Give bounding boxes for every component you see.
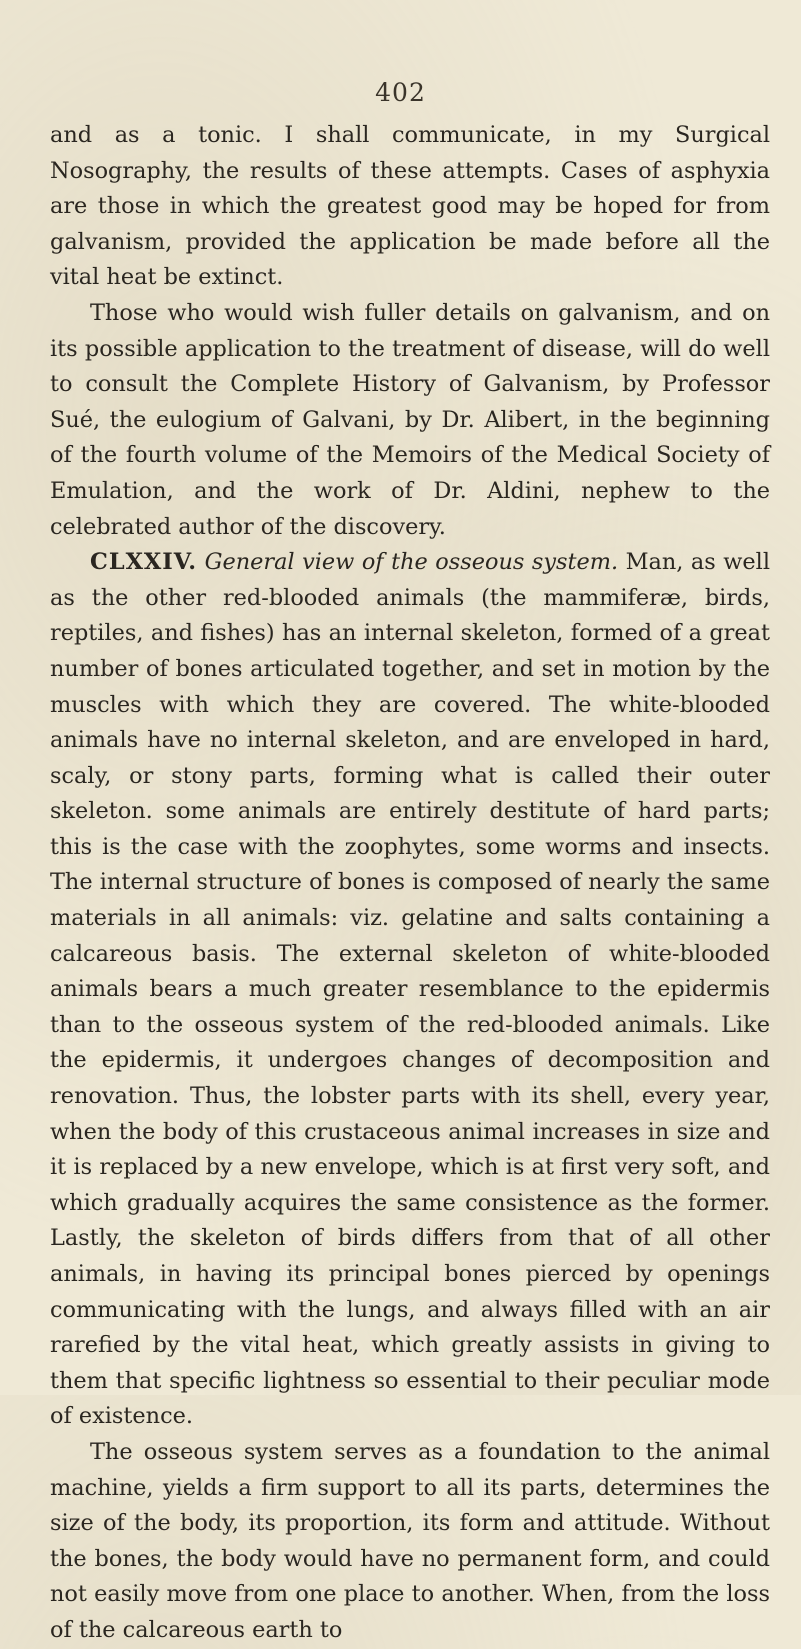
body-text <box>50 118 770 1649</box>
paragraph-galvanism-tonic: and as a tonic. I shall communicate, in my Surgical Nosography, the results of these attempts. Cases of asphyxia are those in which the greatest good may be hoped for from galvanism, provided the application be made before all the vital heat be extinct. <box>50 122 770 291</box>
section-body: Man, as well as the other red-blooded animals (the mammiferæ, birds, reptiles, and fishes) has an internal skeleton, formed of a great number of bones articulated together, and set in motion by the muscles with which they are covered. The white-blooded animals have no internal skeleton, and are enveloped in hard, scaly, or stony parts, forming what is called their outer skeleton. some animals are entirely destitute of hard parts; this is the case with the zoophytes, some worms and insects. The internal structure of bones is composed of nearly the same materials in all animals: viz. gelatine and salts containing a calcareous basis. The external skeleton of white-blooded animals bears a much greater resemblance to the epidermis than to the osseous system of the red-blooded animals. Like the epidermis, it undergoes changes of decomposition and renovation. Thus, the lobster parts with its shell, every year, when the body of this crustaceous animal increases in size and it is replaced by a new envelope, which is at first very soft, and which gradually acquires the same consistence as the former. Lastly, the skeleton of birds differs from that of all other animals, in having its principal bones pierced by openings communicating with the lungs, and always filled with an air rarefied by the vital heat, which greatly assists in giving to them that specific lightness so essential to their peculiar mode of existence. <box>50 549 771 1430</box>
paragraph-galvanism-references: Those who would wish fuller details on galvanism, and on its possible application to the treatment of disease, will do well to consult the Complete History of Galvanism, by Professor Sué, the eulogium of Galvani, by Dr. Alibert, in the beginning of the fourth volume of the Memoirs of the Medical Society of Emulation, and the work of Dr. Aldini, nephew to the celebrated author of the discovery. <box>50 299 770 540</box>
section-number: CLXXIV. <box>90 549 198 576</box>
section-heading: General view of the osseous system. <box>204 549 619 576</box>
page-number: 402 <box>375 78 426 107</box>
paragraph-osseous-system-overview <box>50 545 770 1435</box>
paragraph-osseous-system-function: The osseous system serves as a foundation to the animal machine, yields a firm support to all its parts, determines the size of the body, its proportion, its form and attitude. Without the bones, the body would have no permanent form, and could not easily move from one place to another. When, from the loss of the calcareous earth to <box>50 1438 770 1643</box>
